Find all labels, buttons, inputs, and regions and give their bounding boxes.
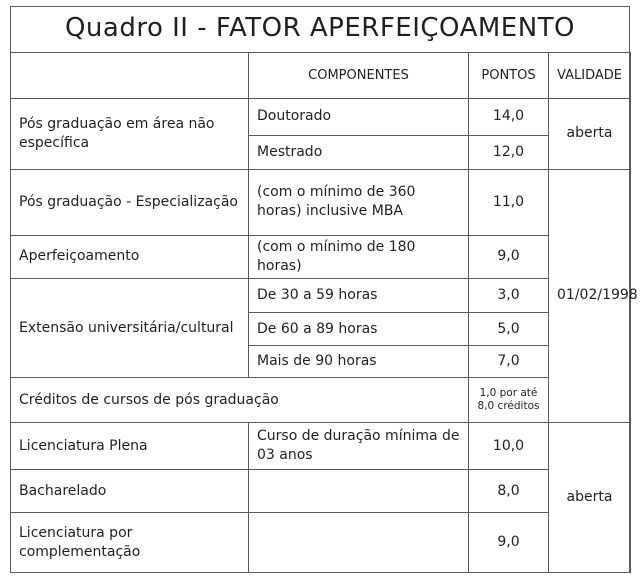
validade-data: 01/02/1998 [549,169,631,422]
row-label-bacharelado: Bacharelado [11,470,249,513]
header-validade: VALIDADE [549,53,631,99]
table-row [11,169,631,235]
row-label-licenciatura-plena: Licenciatura Plena [11,422,249,470]
componente-bacharelado-vazio [249,470,469,513]
header-componentes: COMPONENTES [249,53,469,99]
table-row [11,235,631,278]
table-row [11,98,631,136]
componente-aperfeicoamento: (com o mínimo de 180 horas) [249,235,469,278]
points-table [10,52,638,573]
pontos-aperfeicoamento: 9,0 [469,235,549,278]
pontos-creditos-linha-1: 1,0 por até [479,387,538,400]
row-label-especializacao: Pós graduação - Especialização [11,169,249,235]
componente-licenciatura-plena: Curso de duração mínima de 03 anos [249,422,469,470]
row-label-creditos: Créditos de cursos de pós graduação [11,378,469,423]
componente-especializacao: (com o mínimo de 360 horas) inclusive MBA [249,169,469,235]
pontos-doutorado: 14,0 [469,98,549,136]
header-row [11,53,631,99]
componente-extensao-60-89: De 60 a 89 horas [249,313,469,345]
pontos-extensao-90: 7,0 [469,345,549,377]
row-label-licenciatura-complementacao: Licenciatura por complementação [11,513,249,573]
table-row [11,422,631,470]
pontos-mestrado: 12,0 [469,136,549,169]
pontos-extensao-60-89: 5,0 [469,313,549,345]
pontos-creditos [469,378,549,423]
pontos-extensao-30-59: 3,0 [469,278,549,312]
componente-doutorado: Doutorado [249,98,469,136]
table-row [11,470,631,513]
componente-complementacao-vazio [249,513,469,573]
table-row [11,278,631,312]
row-label-aperfeicoamento: Aperfeiçoamento [11,235,249,278]
componente-extensao-30-59: De 30 a 59 horas [249,278,469,312]
pontos-licenciatura-plena: 10,0 [469,422,549,470]
header-pontos: PONTOS [469,53,549,99]
page-title: Quadro II - FATOR APERFEIÇOAMENTO [64,13,576,43]
pontos-creditos-linha-2: 8,0 créditos [477,400,540,413]
pontos-especializacao: 11,0 [469,169,549,235]
componente-extensao-90: Mais de 90 horas [249,345,469,377]
componente-mestrado: Mestrado [249,136,469,169]
pontos-licenciatura-complementacao: 9,0 [469,513,549,573]
validade-aberta-1: aberta [549,98,631,169]
row-label-pos-nao-especifica: Pós graduação em área não específica [11,98,249,169]
pontos-bacharelado: 8,0 [469,470,549,513]
row-label-extensao: Extensão universitária/cultural [11,278,249,377]
header-empty-cell [11,53,249,99]
table-row [11,513,631,573]
validade-aberta-2: aberta [549,422,631,572]
table-row [11,378,631,423]
